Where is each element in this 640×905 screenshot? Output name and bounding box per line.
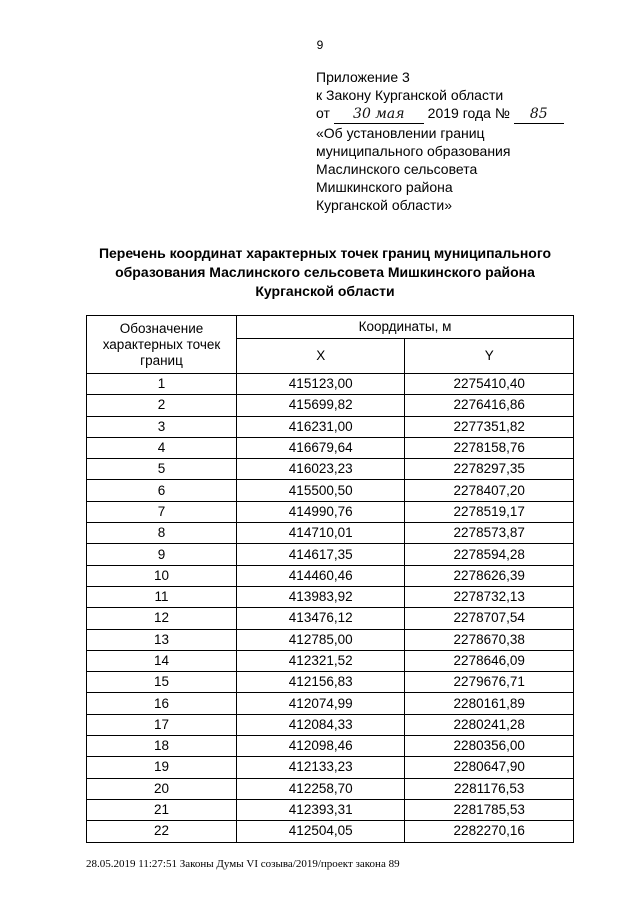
table-row (87, 459, 574, 480)
title-line: Перечень координат характерных точек границ муниципального (98, 245, 552, 261)
appendix-date-line (316, 104, 564, 124)
table-row (87, 757, 574, 778)
table-row (87, 799, 574, 820)
y-coordinate-cell: 2278158,76 (405, 437, 574, 458)
point-number-cell: 17 (87, 714, 237, 735)
y-coordinate-cell: 2278594,28 (405, 544, 574, 565)
y-coordinate-cell: 2280161,89 (405, 693, 574, 714)
y-coordinate-cell: 2278407,20 (405, 480, 574, 501)
header-text: границ (140, 352, 183, 368)
point-number-cell: 11 (87, 586, 237, 607)
point-number-cell: 8 (87, 523, 237, 544)
table-row (87, 736, 574, 757)
x-coordinate-cell: 412258,70 (237, 778, 405, 799)
table-row (87, 437, 574, 458)
y-coordinate-cell: 2278297,35 (405, 459, 574, 480)
y-coordinate-cell: 2278626,39 (405, 565, 574, 586)
x-coordinate-cell: 412133,23 (237, 757, 405, 778)
table-row (87, 714, 574, 735)
x-coordinate-cell: 412321,52 (237, 650, 405, 671)
point-number-cell: 19 (87, 757, 237, 778)
table-body (87, 374, 574, 843)
table-row (87, 395, 574, 416)
x-coordinate-cell: 415500,50 (237, 480, 405, 501)
y-coordinate-cell: 2278646,09 (405, 650, 574, 671)
x-coordinate-cell: 413476,12 (237, 608, 405, 629)
table-row (87, 374, 574, 395)
appendix-line: Курганской области» (316, 197, 453, 213)
point-number-cell: 14 (87, 650, 237, 671)
column-header-x: X (237, 339, 405, 374)
appendix-line: муниципального образования (316, 143, 511, 159)
year-text: 2019 года № (427, 105, 510, 121)
table-row (87, 501, 574, 522)
y-coordinate-cell: 2276416,86 (405, 395, 574, 416)
header-text: характерных точек (102, 336, 221, 352)
point-number-cell: 22 (87, 821, 237, 842)
table-row (87, 544, 574, 565)
table-row (87, 480, 574, 501)
x-coordinate-cell: 414460,46 (237, 565, 405, 586)
x-coordinate-cell: 412084,33 (237, 714, 405, 735)
handwritten-date: 30 мая (334, 105, 424, 124)
x-coordinate-cell: 416023,23 (237, 459, 405, 480)
x-coordinate-cell: 412504,05 (237, 821, 405, 842)
table-row (87, 586, 574, 607)
x-coordinate-cell: 412393,31 (237, 799, 405, 820)
x-coordinate-cell: 415699,82 (237, 395, 405, 416)
y-coordinate-cell: 2280647,90 (405, 757, 574, 778)
x-coordinate-cell: 413983,92 (237, 586, 405, 607)
footer-path: 28.05.2019 11:27:51 Законы Думы VI созыва/2019/проект закона 89 (86, 858, 400, 870)
y-coordinate-cell: 2277351,82 (405, 416, 574, 437)
table-row (87, 608, 574, 629)
point-number-cell: 5 (87, 459, 237, 480)
y-coordinate-cell: 2279676,71 (405, 672, 574, 693)
x-coordinate-cell: 414990,76 (237, 501, 405, 522)
handwritten-law-number: 85 (514, 105, 564, 124)
point-number-cell: 10 (87, 565, 237, 586)
point-number-cell: 21 (87, 799, 237, 820)
point-number-cell: 7 (87, 501, 237, 522)
y-coordinate-cell: 2281785,53 (405, 799, 574, 820)
x-coordinate-cell: 412074,99 (237, 693, 405, 714)
table-row (87, 672, 574, 693)
coordinates-table (86, 315, 574, 843)
table-row (87, 693, 574, 714)
table-row (87, 821, 574, 842)
point-number-cell: 1 (87, 374, 237, 395)
document-title (60, 244, 590, 301)
x-coordinate-cell: 412098,46 (237, 736, 405, 757)
y-coordinate-cell: 2278519,17 (405, 501, 574, 522)
title-line: образования Маслинского сельсовета Мишкинского района (115, 264, 535, 280)
appendix-line: Маслинского сельсовета (316, 161, 478, 177)
y-coordinate-cell: 2278707,54 (405, 608, 574, 629)
x-coordinate-cell: 412785,00 (237, 629, 405, 650)
appendix-line: Мишкинского района (316, 179, 453, 195)
x-coordinate-cell: 412156,83 (237, 672, 405, 693)
column-header-coordinates: Координаты, м (237, 316, 574, 339)
table-row (87, 629, 574, 650)
table-row (87, 778, 574, 799)
x-coordinate-cell: 416679,64 (237, 437, 405, 458)
x-coordinate-cell: 414617,35 (237, 544, 405, 565)
point-number-cell: 4 (87, 437, 237, 458)
x-coordinate-cell: 414710,01 (237, 523, 405, 544)
page-number: 9 (316, 38, 324, 52)
column-header-point (87, 316, 237, 374)
column-header-y: Y (405, 339, 574, 374)
y-coordinate-cell: 2278732,13 (405, 586, 574, 607)
date-prefix: от (316, 105, 330, 121)
point-number-cell: 15 (87, 672, 237, 693)
appendix-header (316, 68, 564, 214)
point-number-cell: 16 (87, 693, 237, 714)
point-number-cell: 2 (87, 395, 237, 416)
point-number-cell: 13 (87, 629, 237, 650)
x-coordinate-cell: 415123,00 (237, 374, 405, 395)
point-number-cell: 12 (87, 608, 237, 629)
y-coordinate-cell: 2278670,38 (405, 629, 574, 650)
header-text: Обозначение (119, 320, 204, 336)
table-row (87, 523, 574, 544)
point-number-cell: 6 (87, 480, 237, 501)
table-row (87, 416, 574, 437)
point-number-cell: 9 (87, 544, 237, 565)
table-row (87, 565, 574, 586)
y-coordinate-cell: 2280241,28 (405, 714, 574, 735)
y-coordinate-cell: 2281176,53 (405, 778, 574, 799)
point-number-cell: 18 (87, 736, 237, 757)
appendix-line: «Об установлении границ (316, 125, 485, 141)
y-coordinate-cell: 2278573,87 (405, 523, 574, 544)
appendix-line: Приложение 3 (316, 69, 410, 85)
y-coordinate-cell: 2275410,40 (405, 374, 574, 395)
point-number-cell: 3 (87, 416, 237, 437)
table-row (87, 650, 574, 671)
y-coordinate-cell: 2282270,16 (405, 821, 574, 842)
x-coordinate-cell: 416231,00 (237, 416, 405, 437)
point-number-cell: 20 (87, 778, 237, 799)
title-line: Курганской области (255, 283, 395, 299)
appendix-line: к Закону Курганской области (316, 87, 504, 103)
y-coordinate-cell: 2280356,00 (405, 736, 574, 757)
